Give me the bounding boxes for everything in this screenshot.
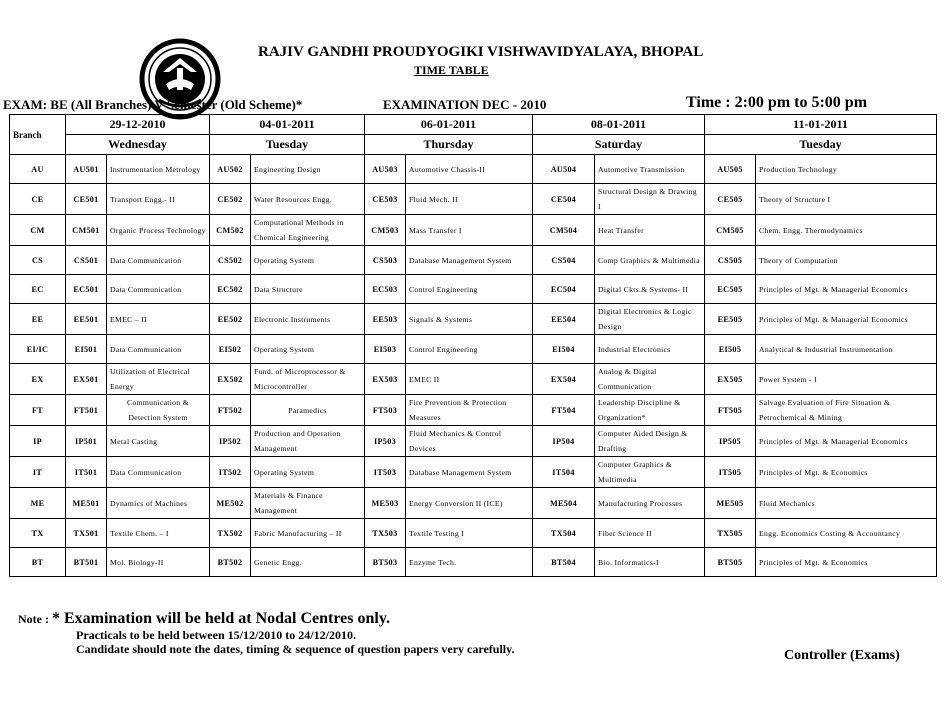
date-cell: 11-01-2011 xyxy=(705,115,937,135)
subject-name: Automotive Transmission xyxy=(595,155,705,184)
table-row xyxy=(10,519,937,548)
subject-code: EI505 xyxy=(705,335,756,364)
note-label: Note : xyxy=(18,612,52,626)
subject-name: Engg. Economics Costing & Accountancy xyxy=(756,519,937,548)
subject-name: Fire Prevention & Protection Measures xyxy=(406,395,533,426)
subject-name: Computational Methods in Chemical Engineering xyxy=(251,215,365,246)
subject-name: EMEC – II xyxy=(107,304,210,335)
subject-code: ME505 xyxy=(705,488,756,519)
subject-name: Power System - I xyxy=(756,364,937,395)
exam-time: Time : 2:00 pm to 5:00 pm xyxy=(686,94,868,111)
subject-name: Structural Design & Drawing I xyxy=(595,184,705,215)
date-row xyxy=(10,115,937,135)
university-name: RAJIV GANDHI PROUDYOGIKI VISHWAVIDYALAYA, BHOPAL xyxy=(258,44,704,60)
subject-code: ME502 xyxy=(210,488,251,519)
date-cell: 04-01-2011 xyxy=(210,115,365,135)
day-cell: Wednesday xyxy=(66,135,210,155)
subject-code: IT505 xyxy=(705,457,756,488)
subject-code: BT503 xyxy=(365,548,406,577)
subject-name: Mol. Biology-II xyxy=(107,548,210,577)
subject-name: Production Technology xyxy=(756,155,937,184)
branch-cell: BT xyxy=(10,548,66,577)
day-cell: Tuesday xyxy=(705,135,937,155)
subject-name: Database Management System xyxy=(406,457,533,488)
examination-session: EXAMINATION DEC - 2010 xyxy=(383,97,547,112)
subject-name: Analytical & Industrial Instrumentation xyxy=(756,335,937,364)
subject-name: Enzyme Tech. xyxy=(406,548,533,577)
subject-code: EI501 xyxy=(66,335,107,364)
branch-cell: FT xyxy=(10,395,66,426)
subject-code: EI503 xyxy=(365,335,406,364)
subject-name: Organic Process Technology xyxy=(107,215,210,246)
subject-name: Comp Graphics & Multimedia xyxy=(595,246,705,275)
subject-code: CS504 xyxy=(533,246,595,275)
subject-code: FT504 xyxy=(533,395,595,426)
date-cell: 08-01-2011 xyxy=(533,115,705,135)
subject-code: CM502 xyxy=(210,215,251,246)
subject-name: Data Communication xyxy=(107,335,210,364)
table-row xyxy=(10,395,937,426)
subject-code: EC501 xyxy=(66,275,107,304)
subject-code: IT503 xyxy=(365,457,406,488)
table-row xyxy=(10,548,937,577)
branch-header: Branch xyxy=(10,115,66,155)
subject-name: Leadership Discipline & Organization* xyxy=(595,395,705,426)
branch-cell: AU xyxy=(10,155,66,184)
subject-code: CS502 xyxy=(210,246,251,275)
subject-code: ME501 xyxy=(66,488,107,519)
subject-code: CM503 xyxy=(365,215,406,246)
subject-code: IP502 xyxy=(210,426,251,457)
subject-code: CE504 xyxy=(533,184,595,215)
subject-code: IT504 xyxy=(533,457,595,488)
timetable-title: TIME TABLE xyxy=(414,63,489,77)
subject-name: Electronic Instruments xyxy=(251,304,365,335)
timetable xyxy=(9,114,937,577)
subject-name: Control Engineering xyxy=(406,275,533,304)
subject-name: Utilization of Electrical Energy xyxy=(107,364,210,395)
subject-name: Computer Graphics & Multimedia xyxy=(595,457,705,488)
subject-code: IT502 xyxy=(210,457,251,488)
subject-code: FT502 xyxy=(210,395,251,426)
table-row xyxy=(10,275,937,304)
subject-code: TX505 xyxy=(705,519,756,548)
subject-code: EC504 xyxy=(533,275,595,304)
note-line-1 xyxy=(18,610,390,628)
subject-name: Fiber Science II xyxy=(595,519,705,548)
subject-code: AU505 xyxy=(705,155,756,184)
subject-name: Computer Aided Design & Drafting xyxy=(595,426,705,457)
exam-name: EXAM: BE (All Branches) V Semester (Old Scheme)* xyxy=(3,97,303,112)
subject-code: IP505 xyxy=(705,426,756,457)
subject-code: TX502 xyxy=(210,519,251,548)
subject-name: Operating System xyxy=(251,246,365,275)
subject-name: Chem. Engg. Thermodynamics xyxy=(756,215,937,246)
table-row xyxy=(10,364,937,395)
subject-name: Paramedics xyxy=(251,395,365,426)
subject-code: AU504 xyxy=(533,155,595,184)
subject-name: Principles of Mgt. & Economics xyxy=(756,457,937,488)
branch-cell: EE xyxy=(10,304,66,335)
subject-code: EC503 xyxy=(365,275,406,304)
branch-cell: CM xyxy=(10,215,66,246)
subject-code: IP504 xyxy=(533,426,595,457)
subject-code: FT501 xyxy=(66,395,107,426)
subject-name: Theory of Structure I xyxy=(756,184,937,215)
subject-name: Control Engineering xyxy=(406,335,533,364)
subject-code: EX502 xyxy=(210,364,251,395)
subject-code: ME503 xyxy=(365,488,406,519)
subject-name: Principles of Mgt. & Economics xyxy=(756,548,937,577)
subject-code: BT501 xyxy=(66,548,107,577)
note-line-3: Candidate should note the dates, timing & sequence of question papers very carefully. xyxy=(76,642,515,656)
subject-name: Automotive Chassis-II xyxy=(406,155,533,184)
subject-code: TX504 xyxy=(533,519,595,548)
branch-cell: ME xyxy=(10,488,66,519)
subject-code: EC502 xyxy=(210,275,251,304)
subject-name: Manufacturing Processes xyxy=(595,488,705,519)
subject-code: IP501 xyxy=(66,426,107,457)
subject-code: EI504 xyxy=(533,335,595,364)
subject-name: Instrumentation Metrology xyxy=(107,155,210,184)
subject-name: Theory of Computation xyxy=(756,246,937,275)
subject-name: Water Resources Engg. xyxy=(251,184,365,215)
subject-name: Industrial Electronics xyxy=(595,335,705,364)
table-row xyxy=(10,155,937,184)
table-row xyxy=(10,246,937,275)
subject-name: Operating System xyxy=(251,335,365,364)
subject-name: Fluid Mechanics xyxy=(756,488,937,519)
subject-name: Materials & Finance Management xyxy=(251,488,365,519)
subject-code: EX505 xyxy=(705,364,756,395)
subject-code: BT502 xyxy=(210,548,251,577)
subject-name: Fabric Manufacturing – II xyxy=(251,519,365,548)
subject-code: TX501 xyxy=(66,519,107,548)
subject-name: Database Management System xyxy=(406,246,533,275)
subject-code: CE505 xyxy=(705,184,756,215)
subject-code: TX503 xyxy=(365,519,406,548)
subject-name: Textile Chem. – I xyxy=(107,519,210,548)
subject-name: Production and Operation Management xyxy=(251,426,365,457)
day-cell: Tuesday xyxy=(210,135,365,155)
subject-code: EE502 xyxy=(210,304,251,335)
subject-name: Digital Electronics & Logic Design xyxy=(595,304,705,335)
subject-code: BT505 xyxy=(705,548,756,577)
controller-signature: Controller (Exams) xyxy=(784,648,900,663)
branch-cell: IP xyxy=(10,426,66,457)
subject-code: EI502 xyxy=(210,335,251,364)
subject-name: Fluid Mech. II xyxy=(406,184,533,215)
subject-name: Communication & Detection System xyxy=(107,395,210,426)
subject-code: IT501 xyxy=(66,457,107,488)
subject-code: EC505 xyxy=(705,275,756,304)
subject-name: Principles of Mgt. & Managerial Economics xyxy=(756,304,937,335)
subject-code: EE501 xyxy=(66,304,107,335)
subject-name: Metal Casting xyxy=(107,426,210,457)
branch-cell: CE xyxy=(10,184,66,215)
subject-code: AU503 xyxy=(365,155,406,184)
subject-code: ME504 xyxy=(533,488,595,519)
day-cell: Thursday xyxy=(365,135,533,155)
subject-name: Signals & Systems xyxy=(406,304,533,335)
subject-name: Mass Transfer I xyxy=(406,215,533,246)
subject-name: Data Communication xyxy=(107,246,210,275)
subject-name: Data Communication xyxy=(107,457,210,488)
subject-code: EE503 xyxy=(365,304,406,335)
subject-name: Digital Ckts.& Systems- II xyxy=(595,275,705,304)
branch-cell: EI/IC xyxy=(10,335,66,364)
table-row xyxy=(10,488,937,519)
day-cell: Saturday xyxy=(533,135,705,155)
note-line-2: Practicals to be held between 15/12/2010 to 24/12/2010. xyxy=(76,628,356,642)
subject-code: CE502 xyxy=(210,184,251,215)
subject-code: CM504 xyxy=(533,215,595,246)
subject-name: Principles of Mgt. & Managerial Economics xyxy=(756,426,937,457)
table-row xyxy=(10,184,937,215)
date-cell: 06-01-2011 xyxy=(365,115,533,135)
subject-code: FT503 xyxy=(365,395,406,426)
day-row xyxy=(10,135,937,155)
subject-name: Salvage Evaluation of Fire Situation & Petrochemical & Mining xyxy=(756,395,937,426)
subject-name: Data Structure xyxy=(251,275,365,304)
subject-code: CE503 xyxy=(365,184,406,215)
branch-cell: CS xyxy=(10,246,66,275)
subject-name: Dynamics of Machines xyxy=(107,488,210,519)
subject-code: EX501 xyxy=(66,364,107,395)
subject-code: CM505 xyxy=(705,215,756,246)
subject-name: EMEC II xyxy=(406,364,533,395)
table-row xyxy=(10,457,937,488)
table-row xyxy=(10,304,937,335)
subject-name: Operating System xyxy=(251,457,365,488)
branch-cell: EC xyxy=(10,275,66,304)
subject-name: Textile Testing I xyxy=(406,519,533,548)
subject-code: BT504 xyxy=(533,548,595,577)
subject-name: Fluid Mechanics & Control Devices xyxy=(406,426,533,457)
date-cell: 29-12-2010 xyxy=(66,115,210,135)
subject-name: Analog & Digital Communication xyxy=(595,364,705,395)
table-row xyxy=(10,426,937,457)
subject-name: Fund. of Microprocessor & Microcontroller xyxy=(251,364,365,395)
subject-code: FT505 xyxy=(705,395,756,426)
subject-code: CE501 xyxy=(66,184,107,215)
subject-name: Transport Engg.- II xyxy=(107,184,210,215)
subject-code: IP503 xyxy=(365,426,406,457)
note-text-1: * Examination will be held at Nodal Centres only. xyxy=(51,610,390,627)
subject-code: CM501 xyxy=(66,215,107,246)
subject-name: Genetic Engg. xyxy=(251,548,365,577)
table-row xyxy=(10,335,937,364)
subject-code: CS503 xyxy=(365,246,406,275)
subject-code: EE505 xyxy=(705,304,756,335)
branch-cell: TX xyxy=(10,519,66,548)
subject-name: Heat Transfer xyxy=(595,215,705,246)
subject-code: AU501 xyxy=(66,155,107,184)
branch-cell: IT xyxy=(10,457,66,488)
subject-code: CS501 xyxy=(66,246,107,275)
subject-name: Data Communication xyxy=(107,275,210,304)
subject-name: Bio. Informatics-I xyxy=(595,548,705,577)
subject-code: CS505 xyxy=(705,246,756,275)
subject-name: Energy Conversion II (ICE) xyxy=(406,488,533,519)
subject-code: EX503 xyxy=(365,364,406,395)
subject-code: AU502 xyxy=(210,155,251,184)
branch-cell: EX xyxy=(10,364,66,395)
subject-name: Engineering Design xyxy=(251,155,365,184)
subject-name: Principles of Mgt. & Managerial Economics xyxy=(756,275,937,304)
subject-code: EE504 xyxy=(533,304,595,335)
table-row xyxy=(10,215,937,246)
subject-code: EX504 xyxy=(533,364,595,395)
